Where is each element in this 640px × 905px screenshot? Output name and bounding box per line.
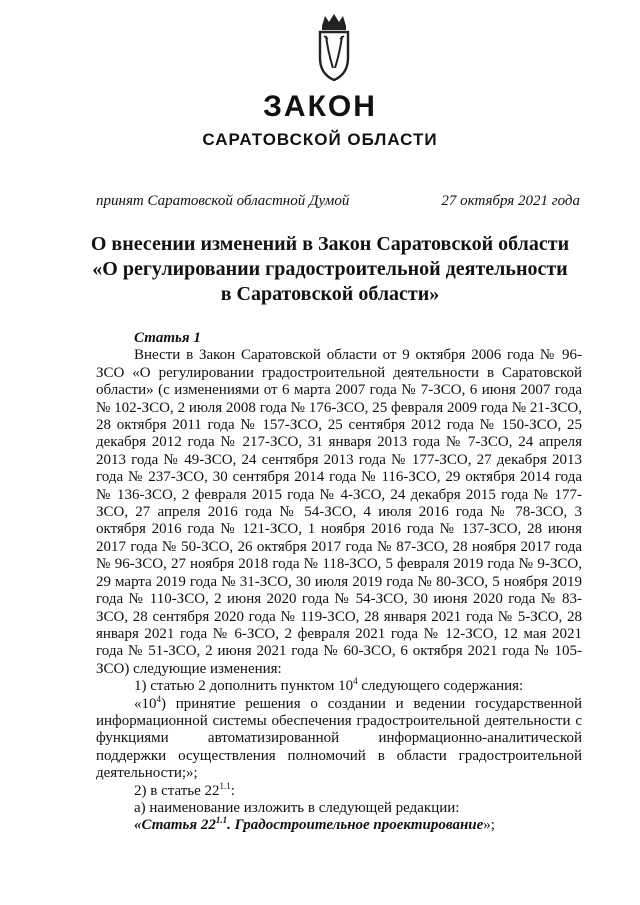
adopted-date: 27 октября 2021 года	[441, 193, 580, 209]
item-2: 2) в статье $22^{1.1}$:	[134, 780, 235, 799]
document-body	[96, 330, 582, 835]
coat-of-arms-icon	[314, 12, 354, 82]
law-title: ЗАКОН	[263, 90, 377, 123]
heading-line-3: в Саратовской области»	[220, 283, 440, 305]
document-heading	[60, 232, 600, 307]
article-intro: Внести в Закон Саратовской области от 9 октября 2006 года № 96-ЗСО «О регулировании градостроительной деятельности в Саратовской области» (с изменениями от 6 марта 2007 года № 7-ЗСО, 6 июня 2007 года № 102-ЗСО, 2 июля 2008 года № 176-ЗСО, 25 февраля 2009 года № 21-ЗСО, 28 октября 2011 года № 157-ЗСО, 25 сентября 2012 года № 150-ЗСО, 25 декабря 2012 года № 217-ЗСО, 31 января 2013 года № 7-ЗСО, 24 апреля 2013 года № 49-ЗСО, 24 сентября 2013 года № 177-ЗСО, 27 декабря 2013 года № 237-ЗСО, 30 сентября 2014 года № 116-ЗСО, 29 октября 2014 года № 136-ЗСО, 2 февраля 2015 года № 4-ЗСО, 24 декабря 2015 года № 177-ЗСО, 27 апреля 2016 года № 54-ЗСО, 4 июля 2016 года № 78-ЗСО, 3 октября 2016 года № 121-ЗСО, 1 ноября 2016 года № 137-ЗСО, 28 июня 2017 года № 50-ЗСО, 26 октября 2017 года № 87-ЗСО, 28 ноября 2017 года № 96-ЗСО, 27 ноября 2018 года № 118-ЗСО, 5 февраля 2019 года № 9-ЗСО, 29 марта 2019 года № 31-ЗСО, 30 июля 2019 года № 80-ЗСО, 5 ноября 2019 года № 110-ЗСО, 2 июня 2020 года № 54-ЗСО, 30 июня 2020 года № 83-ЗСО, 28 сентября 2020 года № 119-ЗСО, 28 января 2021 года № 5-ЗСО, 28 января 2021 года № 6-ЗСО, 2 февраля 2021 года № 12-ЗСО, 12 мая 2021 года № 51-ЗСО, 2 июня 2021 года № 60-ЗСО, 6 октября 2021 года № 105-ЗСО) следующие изменения:	[96, 347, 582, 677]
item-1: 1) статью 2 дополнить пунктом $10^4$ следующего содержания:	[134, 676, 524, 695]
item-2-sub-a: а) наименование изложить в следующей редакции:	[134, 799, 460, 816]
article-label: Статья 1	[134, 330, 201, 346]
item-1-quote: «$10^4$) принятие решения о создании и ведении государственной информационной системы обеспечения градостроительной деятельности с функциями автоматизированной информационно-аналитической поддержки осуществления полномочий в области градостроительной деятельности;»;	[96, 693, 582, 782]
heading-line-1: О внесении изменений в Закон Саратовской области	[90, 233, 570, 255]
heading-line-2: «О регулировании градостроительной деятельности	[92, 258, 568, 280]
adopted-by: принят Саратовской областной Думой	[96, 193, 350, 209]
article-name-line: «Статья $22^{1.1}$. Градостроительное проектирование»;	[134, 815, 495, 834]
law-region: САРАТОВСКОЙ ОБЛАСТИ	[202, 130, 438, 149]
